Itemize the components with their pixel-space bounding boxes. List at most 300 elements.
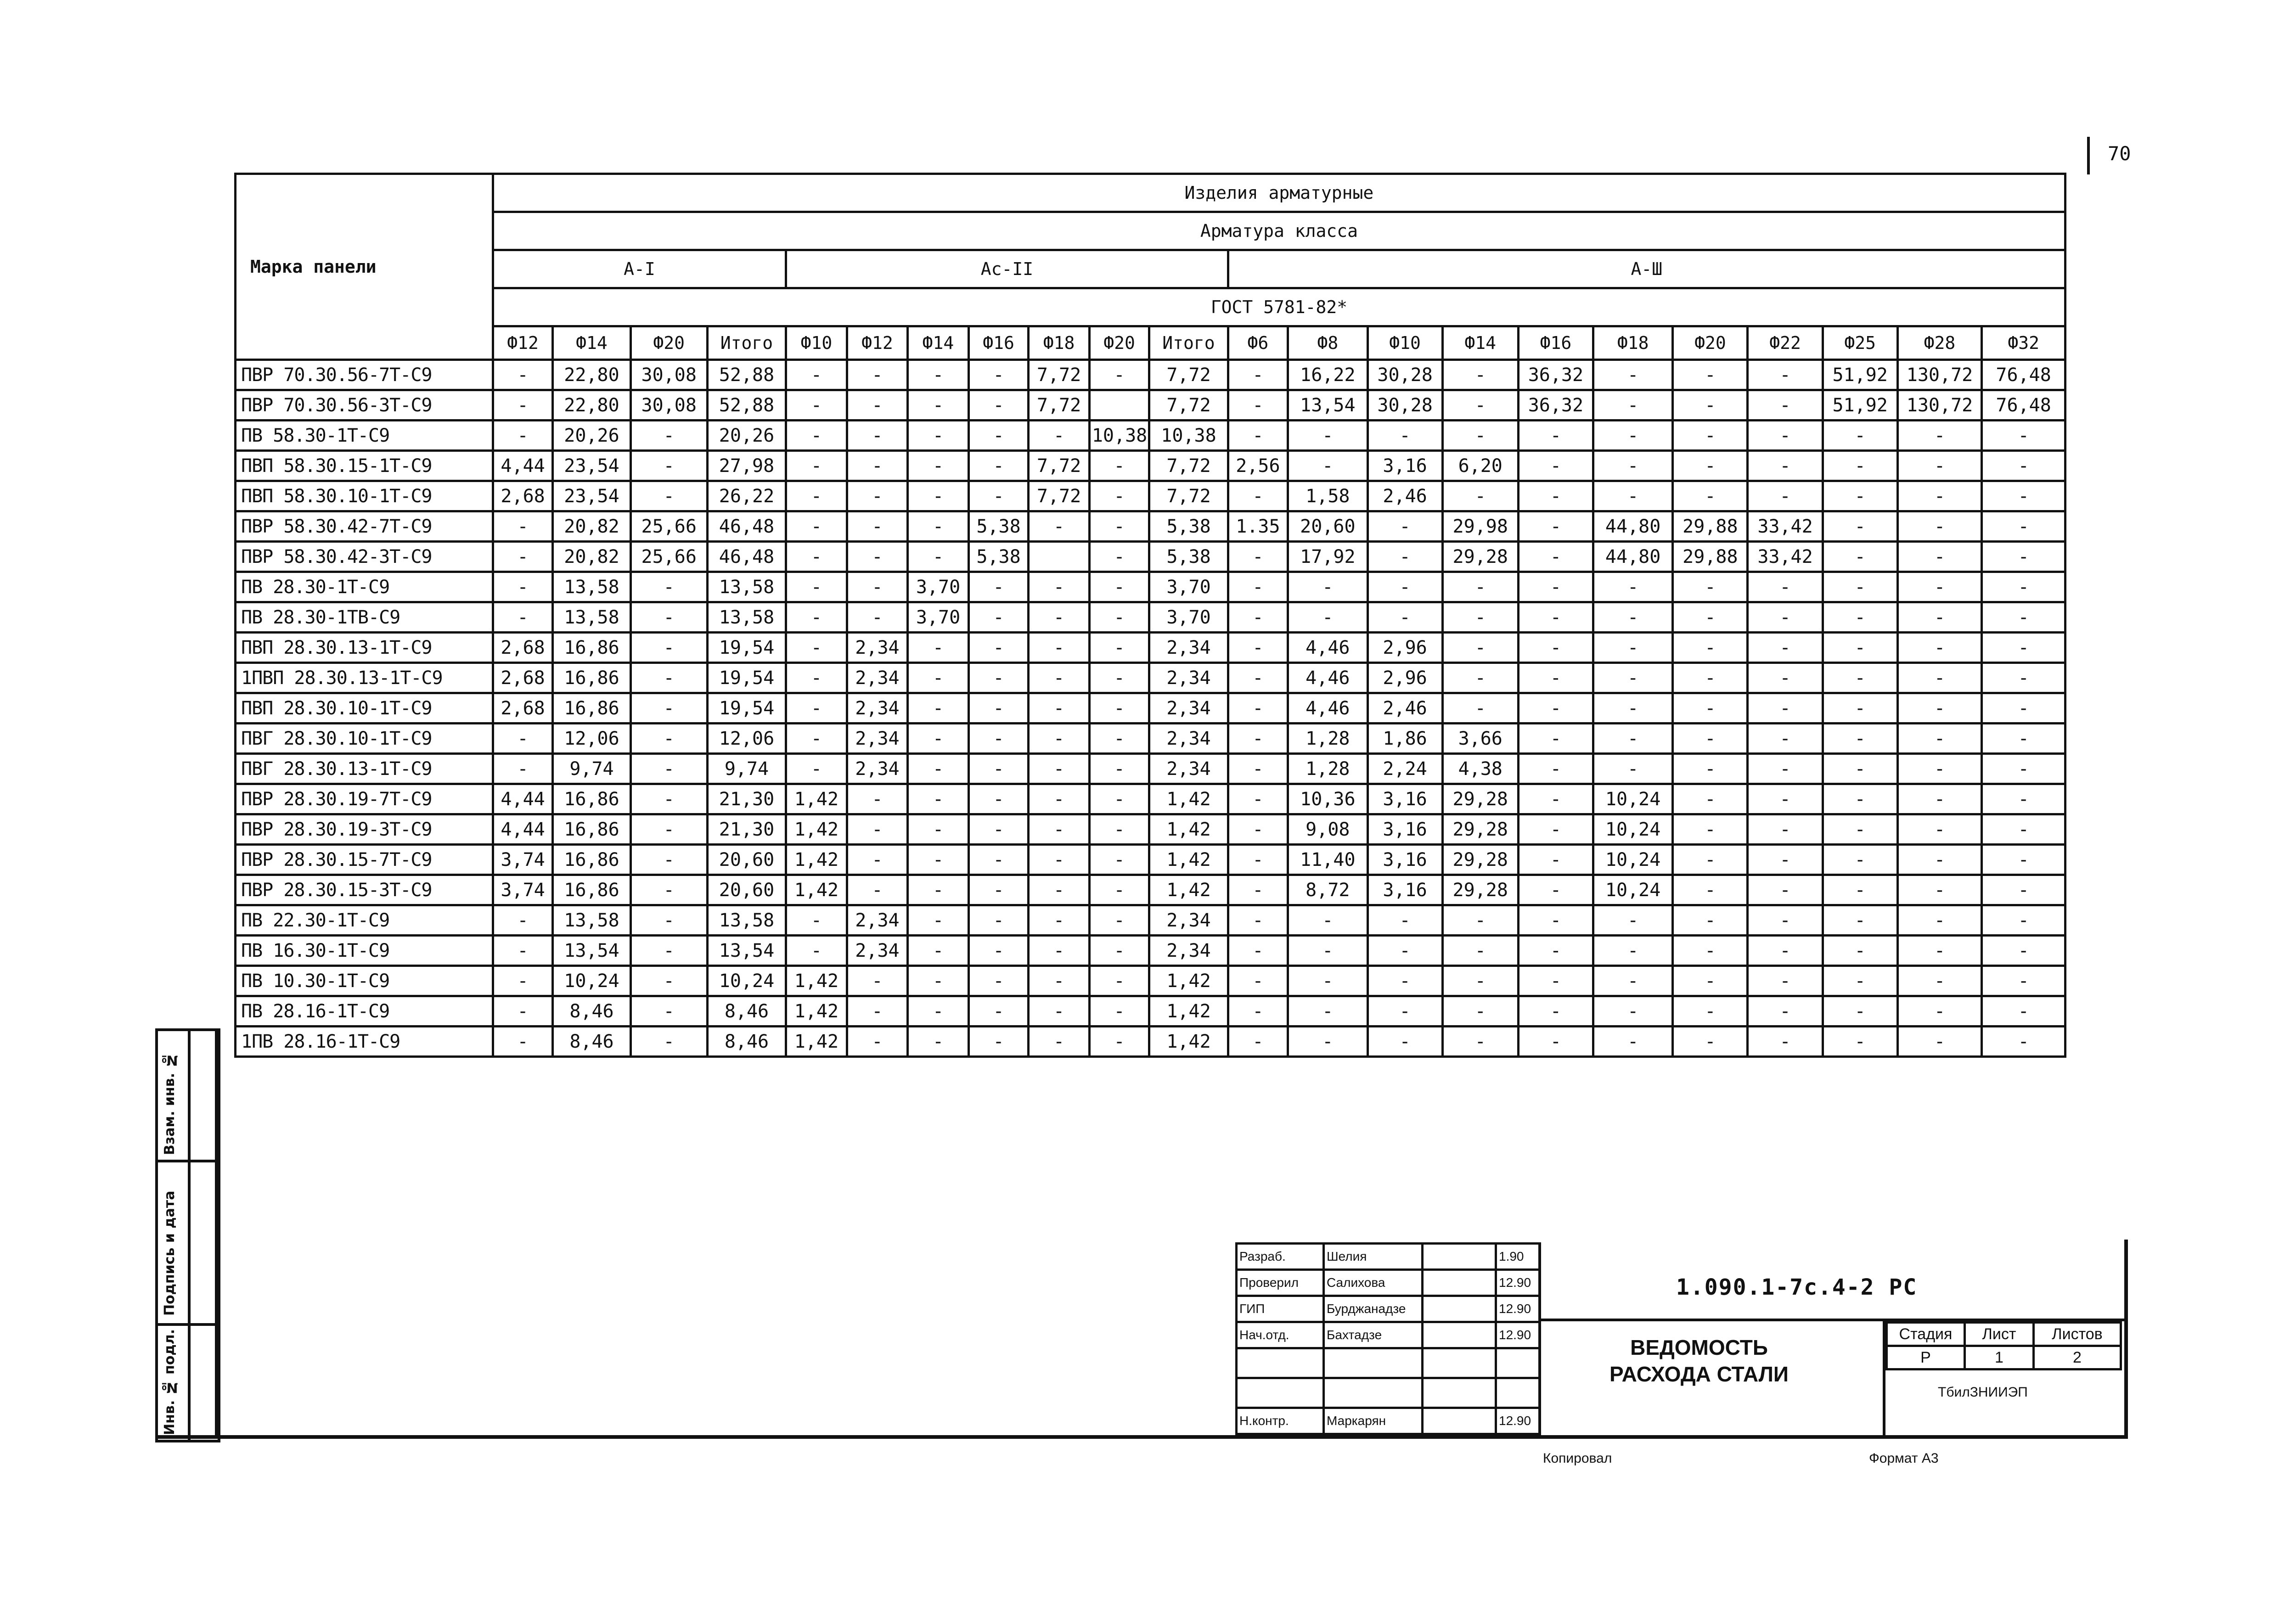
column-header: Ф20: [630, 326, 707, 360]
value-cell: 3,16: [1367, 784, 1442, 814]
value-cell: -: [1442, 390, 1518, 421]
column-header: Ф20: [1089, 326, 1149, 360]
value-cell: -: [968, 633, 1029, 663]
value-cell: 10,24: [1593, 814, 1672, 845]
value-cell: -: [908, 936, 969, 966]
value-cell: -: [1823, 602, 1897, 633]
value-cell: -: [847, 784, 908, 814]
value-cell: -: [493, 390, 553, 421]
value-cell: -: [1897, 905, 1982, 936]
value-cell: 13,54: [707, 936, 786, 966]
value-cell: -: [1593, 481, 1672, 511]
value-cell: 2,24: [1367, 754, 1442, 784]
value-cell: -: [1518, 542, 1593, 572]
value-cell: -: [1823, 966, 1897, 996]
value-cell: -: [1982, 996, 2065, 1027]
value-cell: 29,88: [1673, 511, 1748, 542]
approval-name: Бурджанадзе: [1324, 1296, 1423, 1322]
value-cell: -: [968, 481, 1029, 511]
value-cell: 2,56: [1228, 451, 1288, 481]
value-cell: 44,80: [1593, 542, 1672, 572]
value-cell: -: [968, 390, 1029, 421]
value-cell: -: [1367, 542, 1442, 572]
value-cell: -: [1673, 572, 1748, 602]
value-cell: -: [1673, 663, 1748, 693]
value-cell: -: [1089, 572, 1149, 602]
approval-role: Проверил: [1237, 1270, 1324, 1296]
value-cell: 1,42: [786, 875, 847, 905]
value-cell: -: [1897, 663, 1982, 693]
value-cell: -: [968, 421, 1029, 451]
value-cell: -: [1748, 390, 1823, 421]
value-cell: 2,34: [847, 724, 908, 754]
value-cell: -: [1748, 481, 1823, 511]
value-cell: -: [1029, 511, 1090, 542]
value-cell: 13,58: [553, 602, 630, 633]
value-cell: 3,74: [493, 875, 553, 905]
value-cell: -: [1518, 814, 1593, 845]
value-cell: 29,28: [1442, 784, 1518, 814]
value-cell: -: [1748, 724, 1823, 754]
value-cell: -: [1748, 421, 1823, 451]
document-title-line1: ВЕДОМОСТЬ: [1630, 1336, 1768, 1359]
value-cell: 21,30: [707, 784, 786, 814]
panel-mark-cell: ПВР 58.30.42-3Т-С9: [236, 542, 493, 572]
value-cell: -: [908, 875, 969, 905]
sheet-number-tick: [2087, 137, 2090, 174]
value-cell: -: [847, 966, 908, 996]
table-row: [236, 511, 2065, 542]
approval-date: 12.90: [1496, 1408, 1540, 1434]
value-cell: -: [630, 572, 707, 602]
signature-cell: [1423, 1322, 1496, 1348]
value-cell: -: [1673, 905, 1748, 936]
value-cell: -: [1029, 421, 1090, 451]
approval-date: 12.90: [1496, 1322, 1540, 1348]
value-cell: -: [908, 905, 969, 936]
value-cell: 51,92: [1823, 360, 1897, 390]
panel-mark-cell: ПВР 28.30.19-7Т-С9: [236, 784, 493, 814]
value-cell: -: [847, 602, 908, 633]
value-cell: -: [1823, 633, 1897, 663]
value-cell: -: [1089, 602, 1149, 633]
value-cell: -: [1897, 966, 1982, 996]
value-cell: -: [908, 784, 969, 814]
signature-cell: [1423, 1270, 1496, 1296]
value-cell: -: [1089, 1027, 1149, 1057]
table-row: [236, 390, 2065, 421]
value-cell: -: [1823, 754, 1897, 784]
value-cell: -: [1029, 724, 1090, 754]
value-cell: -: [1518, 693, 1593, 724]
value-cell: -: [1029, 996, 1090, 1027]
value-cell: -: [630, 814, 707, 845]
value-cell: -: [630, 451, 707, 481]
value-cell: -: [1288, 996, 1367, 1027]
value-cell: -: [1367, 602, 1442, 633]
value-cell: -: [1029, 966, 1090, 996]
value-cell: -: [1593, 966, 1672, 996]
value-cell: -: [1897, 542, 1982, 572]
value-cell: 5,38: [968, 542, 1029, 572]
value-cell: -: [1673, 724, 1748, 754]
value-cell: 30,08: [630, 360, 707, 390]
title-block-divider: [1538, 1242, 1541, 1437]
value-cell: -: [1089, 814, 1149, 845]
value-cell: -: [1288, 905, 1367, 936]
value-cell: -: [1897, 936, 1982, 966]
value-cell: -: [908, 421, 969, 451]
value-cell: 1,42: [786, 1027, 847, 1057]
value-cell: 76,48: [1982, 360, 2065, 390]
value-cell: -: [1518, 572, 1593, 602]
value-cell: -: [1673, 390, 1748, 421]
signature-cell: [1423, 1378, 1496, 1408]
value-cell: -: [1442, 663, 1518, 693]
value-cell: -: [1288, 1027, 1367, 1057]
approval-name: [1324, 1378, 1423, 1408]
value-cell: -: [1442, 481, 1518, 511]
value-cell: -: [630, 693, 707, 724]
value-cell: 16,22: [1288, 360, 1367, 390]
approval-role: [1237, 1378, 1324, 1408]
value-cell: -: [1367, 421, 1442, 451]
value-cell: -: [1593, 1027, 1672, 1057]
value-cell: -: [1673, 996, 1748, 1027]
approval-row: [1237, 1378, 1540, 1408]
side-label-replace: Взам. инв. №: [162, 1052, 178, 1155]
value-cell: 2,34: [1149, 693, 1228, 724]
table-row: [236, 360, 2065, 390]
value-cell: -: [493, 511, 553, 542]
value-cell: 16,86: [553, 784, 630, 814]
value-cell: -: [1673, 936, 1748, 966]
value-cell: 9,74: [707, 754, 786, 784]
value-cell: -: [908, 966, 969, 996]
value-cell: -: [1982, 421, 2065, 451]
value-cell: 76,48: [1982, 390, 2065, 421]
value-cell: 7,72: [1029, 481, 1090, 511]
table-row: [236, 421, 2065, 451]
value-cell: -: [847, 390, 908, 421]
panel-mark-cell: ПВР 28.30.15-3Т-С9: [236, 875, 493, 905]
value-cell: -: [908, 814, 969, 845]
panel-mark-cell: ПВП 58.30.10-1Т-С9: [236, 481, 493, 511]
approval-date: 12.90: [1496, 1270, 1540, 1296]
value-cell: -: [1982, 845, 2065, 875]
value-cell: -: [1897, 511, 1982, 542]
value-cell: -: [1593, 724, 1672, 754]
column-header: Ф25: [1823, 326, 1897, 360]
value-cell: 1,42: [786, 784, 847, 814]
value-cell: 8,46: [707, 996, 786, 1027]
value-cell: -: [1518, 724, 1593, 754]
value-cell: 20,60: [707, 875, 786, 905]
value-cell: -: [1748, 693, 1823, 724]
value-cell: -: [1897, 845, 1982, 875]
value-cell: -: [1748, 966, 1823, 996]
document-title: [1603, 1334, 1795, 1387]
value-cell: -: [1089, 693, 1149, 724]
value-cell: -: [1593, 572, 1672, 602]
value-cell: -: [1982, 1027, 2065, 1057]
value-cell: -: [1442, 602, 1518, 633]
value-cell: [1089, 390, 1149, 421]
class-ac2-header: Ас-II: [786, 250, 1228, 288]
value-cell: -: [847, 481, 908, 511]
value-cell: -: [968, 602, 1029, 633]
value-cell: 3,16: [1367, 875, 1442, 905]
value-cell: 5,38: [1149, 511, 1228, 542]
value-cell: 33,42: [1748, 542, 1823, 572]
value-cell: 2,34: [847, 905, 908, 936]
value-cell: -: [1593, 693, 1672, 724]
value-cell: 29,28: [1442, 542, 1518, 572]
value-cell: 26,22: [707, 481, 786, 511]
signature-cell: [1423, 1348, 1496, 1378]
value-cell: -: [1823, 451, 1897, 481]
value-cell: 3,16: [1367, 845, 1442, 875]
table-row: [236, 754, 2065, 784]
value-cell: -: [1748, 784, 1823, 814]
value-cell: -: [1442, 1027, 1518, 1057]
value-cell: 1,42: [1149, 996, 1228, 1027]
table-row: [236, 996, 2065, 1027]
table-subtitle: Арматура класса: [493, 212, 2065, 250]
value-cell: -: [1288, 421, 1367, 451]
stage-value: Р: [1887, 1346, 1965, 1369]
value-cell: -: [786, 754, 847, 784]
value-cell: -: [1897, 421, 1982, 451]
table-row: [236, 784, 2065, 814]
value-cell: -: [1089, 845, 1149, 875]
value-cell: 19,54: [707, 663, 786, 693]
value-cell: 16,86: [553, 663, 630, 693]
value-cell: -: [1823, 996, 1897, 1027]
value-cell: 130,72: [1897, 390, 1982, 421]
value-cell: -: [968, 360, 1029, 390]
panel-mark-cell: ПВ 28.16-1Т-С9: [236, 996, 493, 1027]
value-cell: -: [1982, 663, 2065, 693]
value-cell: -: [1982, 936, 2065, 966]
table-row: [236, 966, 2065, 996]
approval-role: Н.контр.: [1237, 1408, 1324, 1434]
value-cell: 13,58: [707, 572, 786, 602]
value-cell: 1,42: [1149, 875, 1228, 905]
value-cell: -: [1518, 511, 1593, 542]
organization-name: ТбилЗНИИЭП: [1938, 1385, 2028, 1400]
value-cell: -: [1518, 936, 1593, 966]
value-cell: -: [1228, 724, 1288, 754]
value-cell: -: [1593, 996, 1672, 1027]
value-cell: -: [1673, 451, 1748, 481]
value-cell: 16,86: [553, 875, 630, 905]
sheet-label: Лист: [1965, 1323, 2034, 1346]
panel-mark-cell: ПВ 58.30-1Т-С9: [236, 421, 493, 451]
value-cell: 4,46: [1288, 693, 1367, 724]
value-cell: 16,86: [553, 814, 630, 845]
value-cell: -: [1029, 905, 1090, 936]
value-cell: 4,46: [1288, 633, 1367, 663]
approval-name: Шелия: [1324, 1244, 1423, 1270]
value-cell: -: [630, 875, 707, 905]
column-header: Ф10: [1367, 326, 1442, 360]
value-cell: -: [1748, 905, 1823, 936]
value-cell: 23,54: [553, 481, 630, 511]
value-cell: 2,96: [1367, 633, 1442, 663]
value-cell: -: [493, 572, 553, 602]
value-cell: -: [786, 421, 847, 451]
value-cell: -: [1367, 905, 1442, 936]
value-cell: -: [1228, 390, 1288, 421]
value-cell: 52,88: [707, 360, 786, 390]
value-cell: 130,72: [1897, 360, 1982, 390]
value-cell: -: [1518, 754, 1593, 784]
value-cell: -: [493, 905, 553, 936]
value-cell: -: [786, 936, 847, 966]
table-title: Изделия арматурные: [493, 174, 2065, 212]
value-cell: 1,42: [1149, 784, 1228, 814]
value-cell: 1,42: [786, 966, 847, 996]
value-cell: -: [1593, 754, 1672, 784]
value-cell: 30,28: [1367, 360, 1442, 390]
side-stamp-strip: [155, 1028, 220, 1442]
value-cell: 36,32: [1518, 360, 1593, 390]
value-cell: 7,72: [1029, 451, 1090, 481]
value-cell: -: [1029, 602, 1090, 633]
value-cell: -: [968, 693, 1029, 724]
value-cell: -: [1982, 572, 2065, 602]
value-cell: 22,80: [553, 360, 630, 390]
value-cell: -: [1897, 602, 1982, 633]
column-header: Итого: [1149, 326, 1228, 360]
value-cell: -: [1288, 966, 1367, 996]
value-cell: 3,66: [1442, 724, 1518, 754]
value-cell: 6,20: [1442, 451, 1518, 481]
value-cell: -: [786, 451, 847, 481]
value-cell: 20,26: [707, 421, 786, 451]
value-cell: -: [1897, 572, 1982, 602]
value-cell: -: [1442, 572, 1518, 602]
value-cell: -: [1823, 421, 1897, 451]
value-cell: -: [1228, 784, 1288, 814]
value-cell: 25,66: [630, 511, 707, 542]
side-label-signature: Подпись и дата: [162, 1190, 178, 1316]
value-cell: -: [1748, 814, 1823, 845]
value-cell: -: [1823, 1027, 1897, 1057]
value-cell: 10,38: [1149, 421, 1228, 451]
value-cell: -: [1593, 663, 1672, 693]
value-cell: 2,34: [1149, 633, 1228, 663]
value-cell: 33,42: [1748, 511, 1823, 542]
value-cell: 10,24: [1593, 875, 1672, 905]
value-cell: 3,74: [493, 845, 553, 875]
value-cell: -: [1288, 572, 1367, 602]
value-cell: -: [493, 360, 553, 390]
panel-mark-cell: ПВП 28.30.10-1Т-С9: [236, 693, 493, 724]
value-cell: -: [1518, 481, 1593, 511]
value-cell: 1,42: [1149, 814, 1228, 845]
value-cell: -: [1673, 693, 1748, 724]
approval-row: [1237, 1408, 1540, 1434]
panel-mark-cell: ПВГ 28.30.13-1Т-С9: [236, 754, 493, 784]
approval-date: 1.90: [1496, 1244, 1540, 1270]
value-cell: -: [493, 996, 553, 1027]
value-cell: 7,72: [1029, 390, 1090, 421]
value-cell: -: [908, 754, 969, 784]
steel-consumption-table: [234, 173, 2066, 1058]
value-cell: -: [630, 421, 707, 451]
value-cell: -: [1518, 966, 1593, 996]
value-cell: -: [1518, 905, 1593, 936]
value-cell: -: [1823, 784, 1897, 814]
stage-label: Стадия: [1887, 1323, 1965, 1346]
value-cell: -: [1823, 572, 1897, 602]
value-cell: 17,92: [1288, 542, 1367, 572]
column-header: Ф14: [908, 326, 969, 360]
value-cell: -: [1748, 996, 1823, 1027]
value-cell: -: [1823, 663, 1897, 693]
value-cell: -: [1089, 633, 1149, 663]
approval-role: Нач.отд.: [1237, 1322, 1324, 1348]
class-a1-header: А-I: [493, 250, 786, 288]
panel-mark-cell: ПВР 70.30.56-7Т-С9: [236, 360, 493, 390]
value-cell: -: [493, 754, 553, 784]
sheets-value: 2: [2034, 1346, 2121, 1369]
approval-date: [1496, 1348, 1540, 1378]
value-cell: 2,46: [1367, 481, 1442, 511]
value-cell: 16,86: [553, 633, 630, 663]
value-cell: -: [1089, 754, 1149, 784]
table-row: [236, 845, 2065, 875]
value-cell: 9,74: [553, 754, 630, 784]
table-row: [236, 633, 2065, 663]
value-cell: -: [1823, 936, 1897, 966]
value-cell: -: [1897, 814, 1982, 845]
column-header: Ф18: [1593, 326, 1672, 360]
value-cell: -: [968, 572, 1029, 602]
value-cell: -: [1518, 421, 1593, 451]
value-cell: -: [1029, 1027, 1090, 1057]
value-cell: -: [1089, 724, 1149, 754]
copied-label: Копировал: [1543, 1451, 1612, 1466]
value-cell: 1,42: [1149, 966, 1228, 996]
value-cell: -: [1228, 663, 1288, 693]
approvals-table: [1235, 1242, 1541, 1435]
value-cell: 20,60: [707, 845, 786, 875]
value-cell: -: [1442, 966, 1518, 996]
value-cell: -: [786, 602, 847, 633]
value-cell: -: [1673, 481, 1748, 511]
value-cell: -: [1673, 875, 1748, 905]
value-cell: 52,88: [707, 390, 786, 421]
value-cell: -: [1897, 693, 1982, 724]
value-cell: 44,80: [1593, 511, 1672, 542]
table-row: [236, 724, 2065, 754]
value-cell: -: [908, 451, 969, 481]
value-cell: -: [1089, 511, 1149, 542]
panel-mark-cell: ПВ 10.30-1Т-С9: [236, 966, 493, 996]
value-cell: -: [1442, 936, 1518, 966]
value-cell: -: [493, 421, 553, 451]
value-cell: -: [786, 572, 847, 602]
value-cell: -: [1673, 966, 1748, 996]
value-cell: -: [1367, 966, 1442, 996]
panel-mark-cell: ПВ 28.30-1ТВ-С9: [236, 602, 493, 633]
value-cell: 3,70: [908, 602, 969, 633]
value-cell: -: [847, 572, 908, 602]
value-cell: -: [1823, 814, 1897, 845]
